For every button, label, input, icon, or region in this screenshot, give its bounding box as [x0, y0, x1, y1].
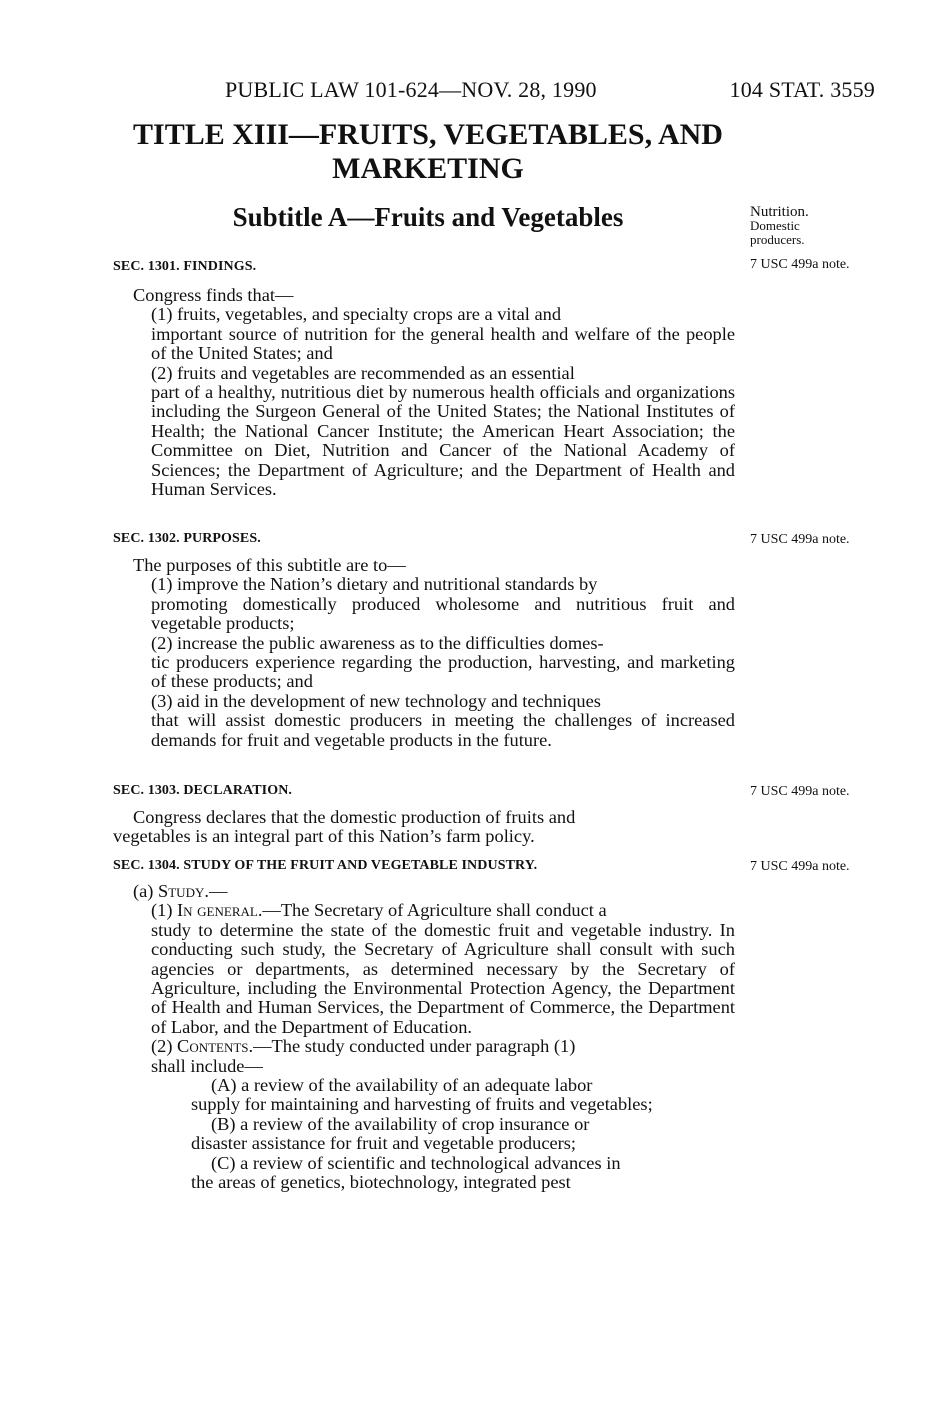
- clause-a-text: supply for maintaining and harvesting of fruits and vegetables;: [191, 1094, 653, 1115]
- subsection-a-label: (a): [133, 881, 159, 901]
- title-line-2: MARKETING: [332, 152, 524, 185]
- purpose-2-text: tic producers experience regarding the production, harvesting, and marketing of these products; and: [151, 652, 735, 692]
- finding-1-text: important source of nutrition for the general health and welfare of the people of the United States; and: [151, 323, 735, 364]
- margin-usc-note-1301: 7 USC 499a note.: [750, 257, 850, 272]
- paragraph-1-text: study to determine the state of the domestic fruit and vegetable industry. In conducting such study, the Secretary of Agriculture shall consult with such agencies or departments, as determined necessary by the Secretary of Agriculture, including the Environmental Protection Agency, the Department of Health and Human Services, the Department of Commerce, the Department of Labor, and the Department of Education.: [151, 919, 735, 1037]
- running-head: [225, 75, 875, 105]
- declaration-first-line: Congress declares that the domestic production of fruits and: [133, 807, 576, 827]
- subtitle-heading: Subtitle A—Fruits and Vegetables: [232, 202, 624, 232]
- purpose-1-first-line: (1) improve the Nation’s dietary and nutritional standards by: [151, 574, 598, 595]
- section-1303-body: [113, 808, 735, 847]
- margin-usc-note-1304: 7 USC 499a note.: [750, 859, 850, 874]
- margin-topic-note: [750, 205, 880, 247]
- section-1303-heading: SEC. 1303. DECLARATION.: [113, 783, 293, 798]
- paragraph-1-number: (1): [151, 900, 178, 921]
- finding-2-text: part of a healthy, nutritious diet by numerous health officials and organizations including the Surgeon General of the United States; the National Institutes of Health; the National Cancer Institute; the American Heart Association; the Committee on Diet, Nutrition and Cancer of the National Academy of Sciences; the Department of Agriculture; and the Department of Health and Human Services.: [151, 382, 735, 500]
- margin-topic-domestic: Domestic: [750, 218, 800, 233]
- section-1302-heading: SEC. 1302. PURPOSES.: [113, 531, 261, 546]
- section-1302-body: [113, 556, 735, 750]
- purpose-3-first-line: (3) aid in the development of new technology and techniques: [151, 690, 601, 711]
- clause-c-first-line: (C) a review of scientific and technological advances in: [211, 1152, 621, 1173]
- subsection-a-heading: [113, 882, 735, 901]
- public-law-citation: PUBLIC LAW 101-624—NOV. 28, 1990: [225, 77, 597, 102]
- paragraph-1-caption: In general: [177, 900, 258, 921]
- finding-2-first-line: (2) fruits and vegetables are recommended as an essential: [151, 362, 575, 383]
- paragraph-2-first-line: [113, 1037, 735, 1056]
- clause-c-text: the areas of genetics, biotechnology, integrated pest: [191, 1172, 571, 1193]
- margin-usc-note-1302: 7 USC 499a note.: [750, 532, 850, 547]
- title-heading: [118, 118, 738, 186]
- section-1304-heading: SEC. 1304. STUDY OF THE FRUIT AND VEGETABLE INDUSTRY.: [113, 858, 538, 873]
- section-1301-heading: SEC. 1301. FINDINGS.: [113, 259, 257, 274]
- paragraph-2-lead: .—The study conducted under paragraph (1): [248, 1036, 576, 1057]
- paragraph-2-caption: Contents: [177, 1036, 249, 1057]
- title-line-1: TITLE XIII—FRUITS, VEGETABLES, AND: [133, 118, 723, 151]
- margin-topic-nutrition: Nutrition.: [750, 204, 809, 220]
- margin-usc-note-1303: 7 USC 499a note.: [750, 784, 850, 799]
- purpose-1-text: promoting domestically produced wholesome and nutritious fruit and vegetable products;: [151, 593, 735, 634]
- paragraph-2-text: shall include—: [151, 1055, 263, 1076]
- subsection-a-dash: .—: [204, 881, 228, 901]
- paragraph-1-lead: .—The Secretary of Agriculture shall conduct a: [257, 900, 607, 921]
- margin-topic-producers: producers.: [750, 232, 805, 247]
- section-1301-body: [113, 286, 735, 499]
- paragraph-1-first-line: [113, 901, 735, 920]
- findings-intro: Congress finds that—: [133, 285, 294, 305]
- purposes-intro: The purposes of this subtitle are to—: [133, 555, 406, 575]
- section-1304-body: [113, 882, 735, 1193]
- clause-a-first-line: (A) a review of the availability of an adequate labor: [211, 1075, 593, 1096]
- clause-b-first-line: (B) a review of the availability of crop insurance or: [211, 1113, 590, 1134]
- declaration-text: vegetables is an integral part of this Nation’s farm policy.: [113, 826, 535, 847]
- paragraph-2-number: (2): [151, 1036, 178, 1057]
- clause-b-text: disaster assistance for fruit and vegetable producers;: [191, 1133, 577, 1154]
- subsection-a-caption: Study: [158, 881, 205, 901]
- purpose-2-first-line: (2) increase the public awareness as to the difficulties domes-: [151, 632, 604, 653]
- statute-page-number: 104 STAT. 3559: [729, 77, 875, 102]
- finding-1-first-line: (1) fruits, vegetables, and specialty crops are a vital and: [151, 304, 562, 325]
- purpose-3-text: that will assist domestic producers in meeting the challenges of increased demands for fruit and vegetable products in the future.: [151, 710, 735, 750]
